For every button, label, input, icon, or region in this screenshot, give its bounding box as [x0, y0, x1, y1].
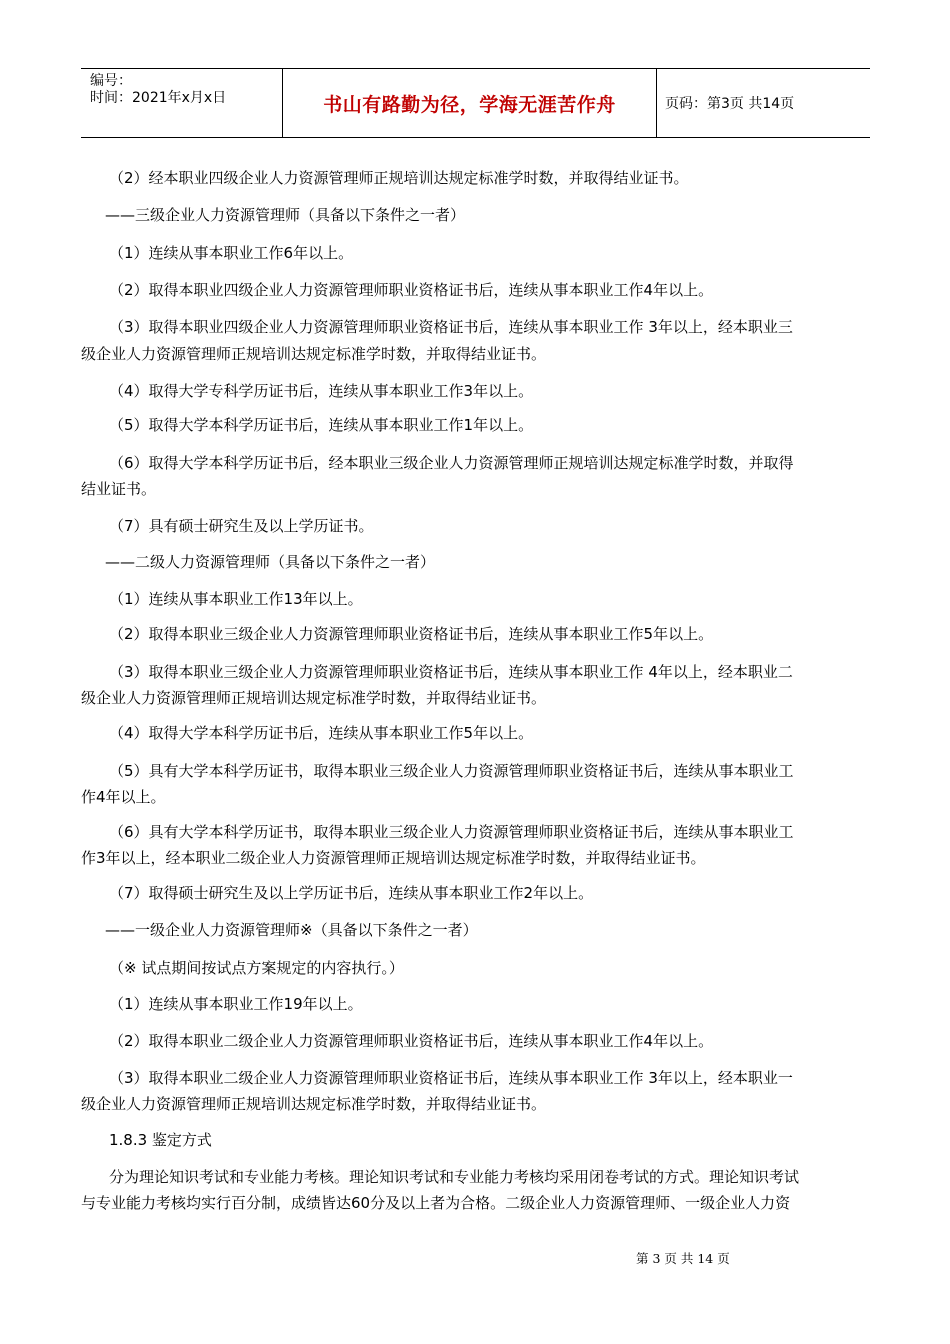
page-footer-number: 第 3 页 共 14 页: [636, 1251, 730, 1266]
body-line: （7）具有硕士研究生及以上学历证书。: [109, 517, 374, 535]
header-motto: 书山有路勤为径，学海无涯苦作舟: [323, 93, 616, 116]
header-page-cell: [657, 69, 870, 137]
body-line: 级企业人力资源管理师正规培训达规定标准学时数，并取得结业证书。: [81, 689, 547, 707]
body-line: （2）取得本职业二级企业人力资源管理师职业资格证书后，连续从事本职业工作4年以上。: [109, 1032, 714, 1050]
header-motto-cell: [282, 69, 657, 137]
body-line: （3）取得本职业四级企业人力资源管理师职业资格证书后，连续从事本职业工作 3年以上，经本职业三: [109, 318, 793, 336]
body-line: 作3年以上，经本职业二级企业人力资源管理师正规培训达规定标准学时数，并取得结业证书。: [81, 849, 706, 867]
page-header: [81, 68, 870, 138]
document-date: 时间：2021年x月x日: [90, 90, 227, 106]
body-line: （1）连续从事本职业工作19年以上。: [109, 995, 363, 1013]
header-page-info: 页码：第3页 共14页: [665, 96, 795, 112]
body-note: （※ 试点期间按试点方案规定的内容执行。）: [109, 959, 404, 977]
body-line: （3）取得本职业二级企业人力资源管理师职业资格证书后，连续从事本职业工作 3年以上，经本职业一: [109, 1069, 793, 1087]
subsection-heading: 1.8.3 鉴定方式: [109, 1131, 212, 1149]
section-heading: ——一级企业人力资源管理师※（具备以下条件之一者）: [105, 921, 478, 939]
body-line: （3）取得本职业三级企业人力资源管理师职业资格证书后，连续从事本职业工作 4年以上，经本职业二: [109, 663, 793, 681]
document-number-label: 编号：: [90, 73, 132, 89]
body-line: （2）取得本职业四级企业人力资源管理师职业资格证书后，连续从事本职业工作4年以上。: [109, 281, 714, 299]
body-line: 作4年以上。: [81, 788, 166, 806]
body-line: （1）连续从事本职业工作13年以上。: [109, 590, 363, 608]
body-line: 级企业人力资源管理师正规培训达规定标准学时数，并取得结业证书。: [81, 345, 547, 363]
body-line: （5）取得大学本科学历证书后，连续从事本职业工作1年以上。: [109, 416, 534, 434]
section-heading: ——三级企业人力资源管理师（具备以下条件之一者）: [105, 206, 466, 224]
header-meta-cell: [81, 69, 281, 137]
body-line: （5）具有大学本科学历证书，取得本职业三级企业人力资源管理师职业资格证书后，连续从事本职业工: [109, 762, 794, 780]
body-line: （1）连续从事本职业工作6年以上。: [109, 244, 354, 262]
body-line: （4）取得大学本科学历证书后，连续从事本职业工作5年以上。: [109, 724, 534, 742]
body-line: （4）取得大学专科学历证书后，连续从事本职业工作3年以上。: [109, 382, 534, 400]
section-heading: ——二级人力资源管理师（具备以下条件之一者）: [105, 553, 436, 571]
body-line: 与专业能力考核均实行百分制，成绩皆达60分及以上者为合格。二级企业人力资源管理师、一级企业人力资: [81, 1194, 791, 1212]
body-line: 分为理论知识考试和专业能力考核。理论知识考试和专业能力考核均采用闭卷考试的方式。理论知识考试: [109, 1168, 800, 1186]
body-line: 结业证书。: [81, 480, 157, 498]
body-line: （7）取得硕士研究生及以上学历证书后，连续从事本职业工作2年以上。: [109, 884, 594, 902]
body-line: （2）取得本职业三级企业人力资源管理师职业资格证书后，连续从事本职业工作5年以上。: [109, 625, 714, 643]
body-line: （2）经本职业四级企业人力资源管理师正规培训达规定标准学时数，并取得结业证书。: [109, 169, 689, 187]
body-line: （6）具有大学本科学历证书，取得本职业三级企业人力资源管理师职业资格证书后，连续从事本职业工: [109, 823, 794, 841]
body-line: （6）取得大学本科学历证书后，经本职业三级企业人力资源管理师正规培训达规定标准学时数，并取得: [109, 454, 794, 472]
body-line: 级企业人力资源管理师正规培训达规定标准学时数，并取得结业证书。: [81, 1095, 547, 1113]
